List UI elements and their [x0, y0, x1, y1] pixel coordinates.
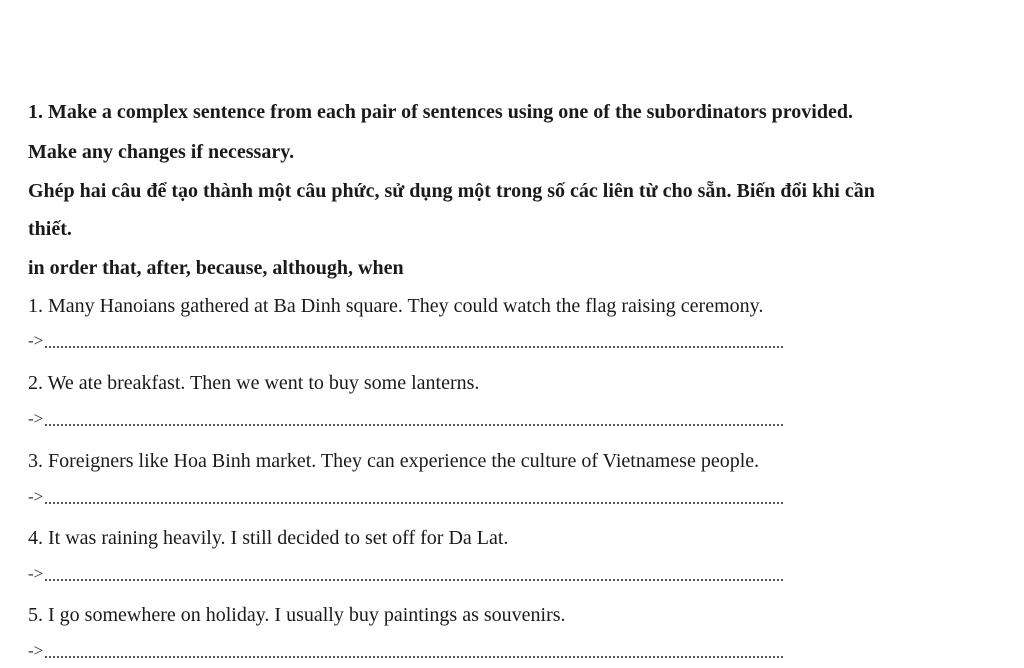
- answer-dotted-line: [45, 424, 783, 426]
- answer-arrow: ->: [28, 487, 44, 506]
- subordinators-list: in order that, after, because, although, when: [28, 257, 404, 279]
- item-1-answer-line[interactable]: [28, 330, 783, 352]
- item-2-text: 2. We ate breakfast. Then we went to buy some lanterns.: [28, 372, 480, 394]
- exercise-heading-line1: 1. Make a complex sentence from each pair of sentences using one of the subordinators provided.: [28, 101, 853, 123]
- answer-dotted-line: [45, 656, 783, 658]
- answer-arrow: ->: [28, 331, 44, 350]
- item-5-answer-line[interactable]: [28, 640, 783, 662]
- exercise-vn-line1: Ghép hai câu để tạo thành một câu phức, sử dụng một trong số các liên từ cho sẵn. Biến đổi khi cần: [28, 180, 875, 202]
- item-4-answer-line[interactable]: [28, 563, 783, 585]
- item-5-text: 5. I go somewhere on holiday. I usually buy paintings as souvenirs.: [28, 604, 566, 626]
- exercise-heading-line2: Make any changes if necessary.: [28, 141, 295, 163]
- exercise-vn-line2: thiết.: [28, 218, 72, 240]
- answer-arrow: ->: [28, 641, 44, 660]
- answer-dotted-line: [45, 502, 783, 504]
- item-1-text: 1. Many Hanoians gathered at Ba Dinh square. They could watch the flag raising ceremony.: [28, 295, 764, 317]
- answer-arrow: ->: [28, 409, 44, 428]
- item-3-text: 3. Foreigners like Hoa Binh market. They can experience the culture of Vietnamese people.: [28, 450, 760, 472]
- item-4-text: 4. It was raining heavily. I still decided to set off for Da Lat.: [28, 527, 509, 549]
- answer-arrow: ->: [28, 564, 44, 583]
- answer-dotted-line: [45, 346, 783, 348]
- item-2-answer-line[interactable]: [28, 408, 783, 430]
- item-3-answer-line[interactable]: [28, 486, 783, 508]
- answer-dotted-line: [45, 579, 783, 581]
